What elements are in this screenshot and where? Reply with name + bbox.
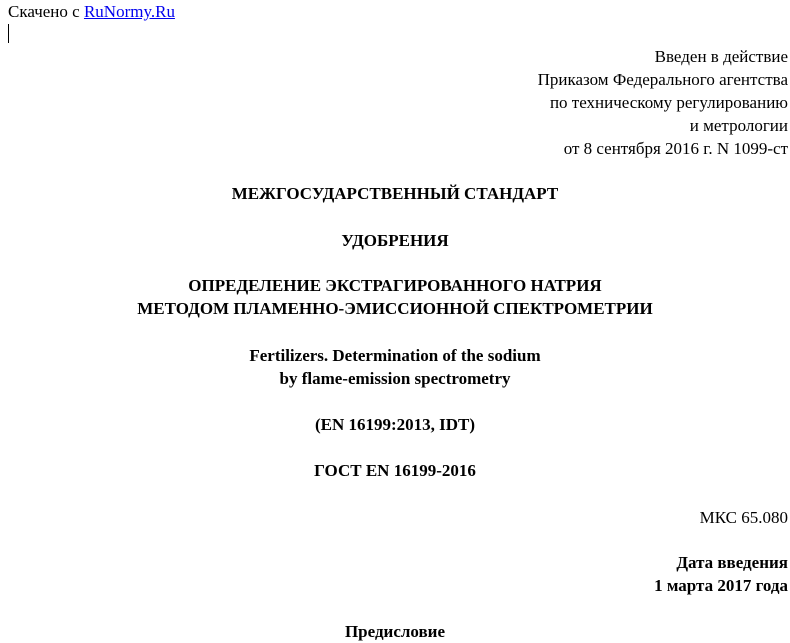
title-russian-line1: ОПРЕДЕЛЕНИЕ ЭКСТРАГИРОВАННОГО НАТРИЯ [188,276,602,295]
source-line [8,0,175,23]
title-russian-line2: МЕТОДОМ ПЛАМЕННО-ЭМИССИОННОЙ СПЕКТРОМЕТРИИ [137,299,653,318]
title-russian [0,274,790,320]
mks-code [700,506,788,529]
enactment-line: Приказом Федерального агентства [537,70,788,89]
standard-type-text: МЕЖГОСУДАРСТВЕННЫЙ СТАНДАРТ [231,184,559,203]
foreword-heading [0,620,790,643]
intro-date-block [654,551,788,597]
source-prefix: Скачено с [8,2,84,21]
en-reference-text: (EN 16199:2013, IDT) [314,415,476,434]
enactment-line: Введен в действие [654,47,788,66]
standard-type [0,182,790,205]
enactment-line: и метрологии [689,116,788,135]
intro-date-value: 1 марта 2017 года [654,576,788,595]
en-reference [0,413,790,436]
foreword-heading-text: Предисловие [344,622,446,641]
mks-code-text: МКС 65.080 [699,508,788,527]
source-link[interactable]: RuNormy.Ru [83,2,175,21]
subject-text: УДОБРЕНИЯ [341,231,449,250]
text-cursor [8,24,9,43]
title-english [0,344,790,390]
enactment-line: от 8 сентября 2016 г. N 1099-ст [563,139,788,158]
gost-number-text: ГОСТ EN 16199-2016 [314,461,476,480]
title-english-line2: by flame-emission spectrometry [279,369,511,388]
title-english-line1: Fertilizers. Determination of the sodium [249,346,541,365]
intro-date-label: Дата введения [676,553,788,572]
gost-number [0,459,790,482]
enactment-block [538,45,788,160]
enactment-line: по техническому регулированию [549,93,788,112]
subject-heading [0,229,790,252]
